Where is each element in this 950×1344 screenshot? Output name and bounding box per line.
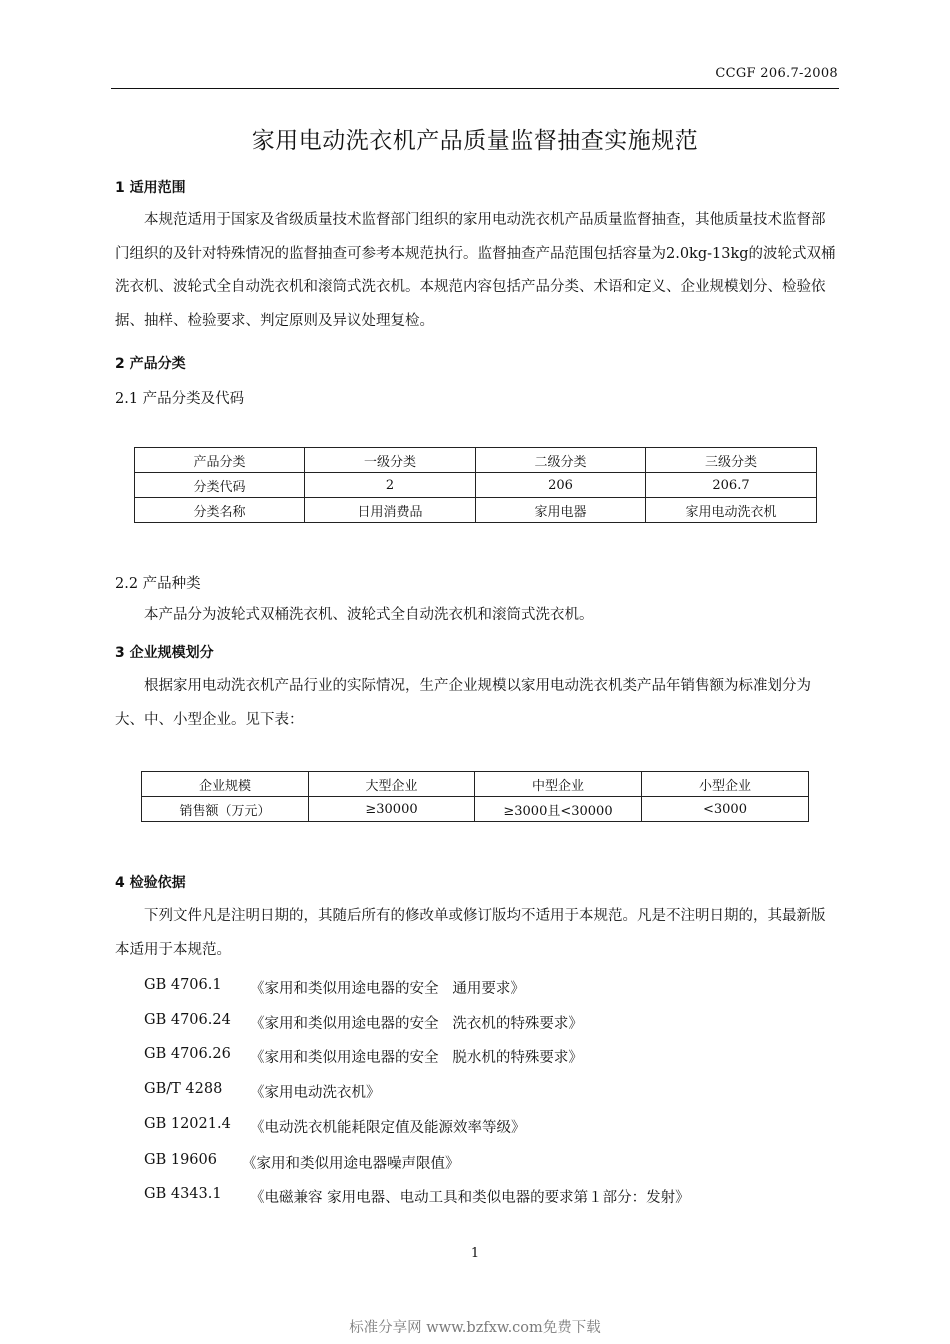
reference-code: GB 4706.1 — [144, 977, 222, 993]
section-3-heading: 3 企业规模划分 — [115, 645, 214, 661]
reference-code: GB 4706.26 — [144, 1046, 231, 1062]
reference-code: GB/T 4288 — [144, 1081, 223, 1097]
reference-title: 《家用和类似用途电器噪声限值》 — [242, 1156, 460, 1172]
table-cell: 小型企业 — [642, 772, 809, 797]
table-cell: 家用电器 — [476, 498, 646, 523]
reference-title: 《家用和类似用途电器的安全 通用要求》 — [250, 981, 525, 997]
table-row — [135, 498, 817, 523]
reference-title: 《家用和类似用途电器的安全 洗衣机的特殊要求》 — [250, 1016, 583, 1032]
table-cell: 2 — [305, 473, 476, 498]
reference-code: GB 4343.1 — [144, 1186, 222, 1202]
table-row — [135, 448, 817, 473]
table-row — [135, 473, 817, 498]
table-cell: 206 — [476, 473, 646, 498]
reference-title: 《电磁兼容 家用电器、电动工具和类似电器的要求第１部分：发射》 — [250, 1190, 690, 1206]
reference-title: 《电动洗衣机能耗限定值及能源效率等级》 — [250, 1120, 526, 1136]
table-cell: 企业规模 — [142, 772, 309, 797]
section-1-paragraph: 本规范适用于国家及省级质量技术监督部门组织的家用电动洗衣机产品质量监督抽查，其他质量技术监督部门组织的及针对特殊情况的监督抽查可参考本规范执行。监督抽查产品范围包括容量为2.0kg-13kg的波轮式双桶洗衣机、波轮式全自动洗衣机和滚筒式洗衣机。本规范内容包括产品分类、术语和定义、企业规模划分、检验依据、抽样、检验要求、判定原则及异议处理复检。 — [115, 212, 836, 330]
table-cell: <3000 — [642, 797, 809, 822]
reference-code: GB 4706.24 — [144, 1012, 231, 1028]
section-2-2-heading: 2.2 产品种类 — [115, 576, 201, 592]
table-cell: 三级分类 — [646, 448, 817, 473]
reference-code: GB 12021.4 — [144, 1116, 231, 1132]
document-code: CCGF 206.7-2008 — [715, 66, 838, 81]
header-rule — [111, 88, 839, 89]
reference-code: GB 19606 — [144, 1152, 217, 1168]
table-cell: 产品分类 — [135, 448, 305, 473]
page-number: 1 — [470, 1246, 480, 1261]
section-4-heading: 4 检验依据 — [115, 875, 186, 891]
page-title: 家用电动洗衣机产品质量监督抽查实施规范 — [251, 128, 699, 154]
section-1-heading: 1 适用范围 — [115, 180, 186, 196]
table-row — [142, 772, 809, 797]
table-cell: 一级分类 — [305, 448, 476, 473]
enterprise-scale-table — [141, 771, 809, 822]
section-2-2-paragraph: 本产品分为波轮式双桶洗衣机、波轮式全自动洗衣机和滚筒式洗衣机。 — [144, 607, 594, 623]
classification-table — [134, 447, 817, 523]
section-2-1-heading: 2.1 产品分类及代码 — [115, 391, 245, 407]
reference-title: 《家用和类似用途电器的安全 脱水机的特殊要求》 — [250, 1050, 583, 1066]
table-cell: 销售额（万元） — [142, 797, 309, 822]
table-cell: 大型企业 — [309, 772, 475, 797]
watermark-footer: 标准分享网 www.bzfxw.com免费下载 — [349, 1320, 601, 1336]
section-2-heading: 2 产品分类 — [115, 356, 186, 372]
table-cell: 家用电动洗衣机 — [646, 498, 817, 523]
section-4-paragraph: 下列文件凡是注明日期的，其随后所有的修改单或修订版均不适用于本规范。凡是不注明日期的，其最新版本适用于本规范。 — [115, 908, 826, 958]
table-cell: 中型企业 — [475, 772, 642, 797]
table-cell: 206.7 — [646, 473, 817, 498]
table-cell: ≥3000且<30000 — [475, 797, 642, 822]
reference-title: 《家用电动洗衣机》 — [250, 1085, 381, 1101]
table-row — [142, 797, 809, 822]
table-cell: 二级分类 — [476, 448, 646, 473]
table-cell: 分类名称 — [135, 498, 305, 523]
table-cell: 分类代码 — [135, 473, 305, 498]
section-3-paragraph: 根据家用电动洗衣机产品行业的实际情况，生产企业规模以家用电动洗衣机类产品年销售额为标准划分为大、中、小型企业。见下表： — [115, 678, 811, 728]
table-cell: 日用消费品 — [305, 498, 476, 523]
table-cell: ≥30000 — [309, 797, 475, 822]
